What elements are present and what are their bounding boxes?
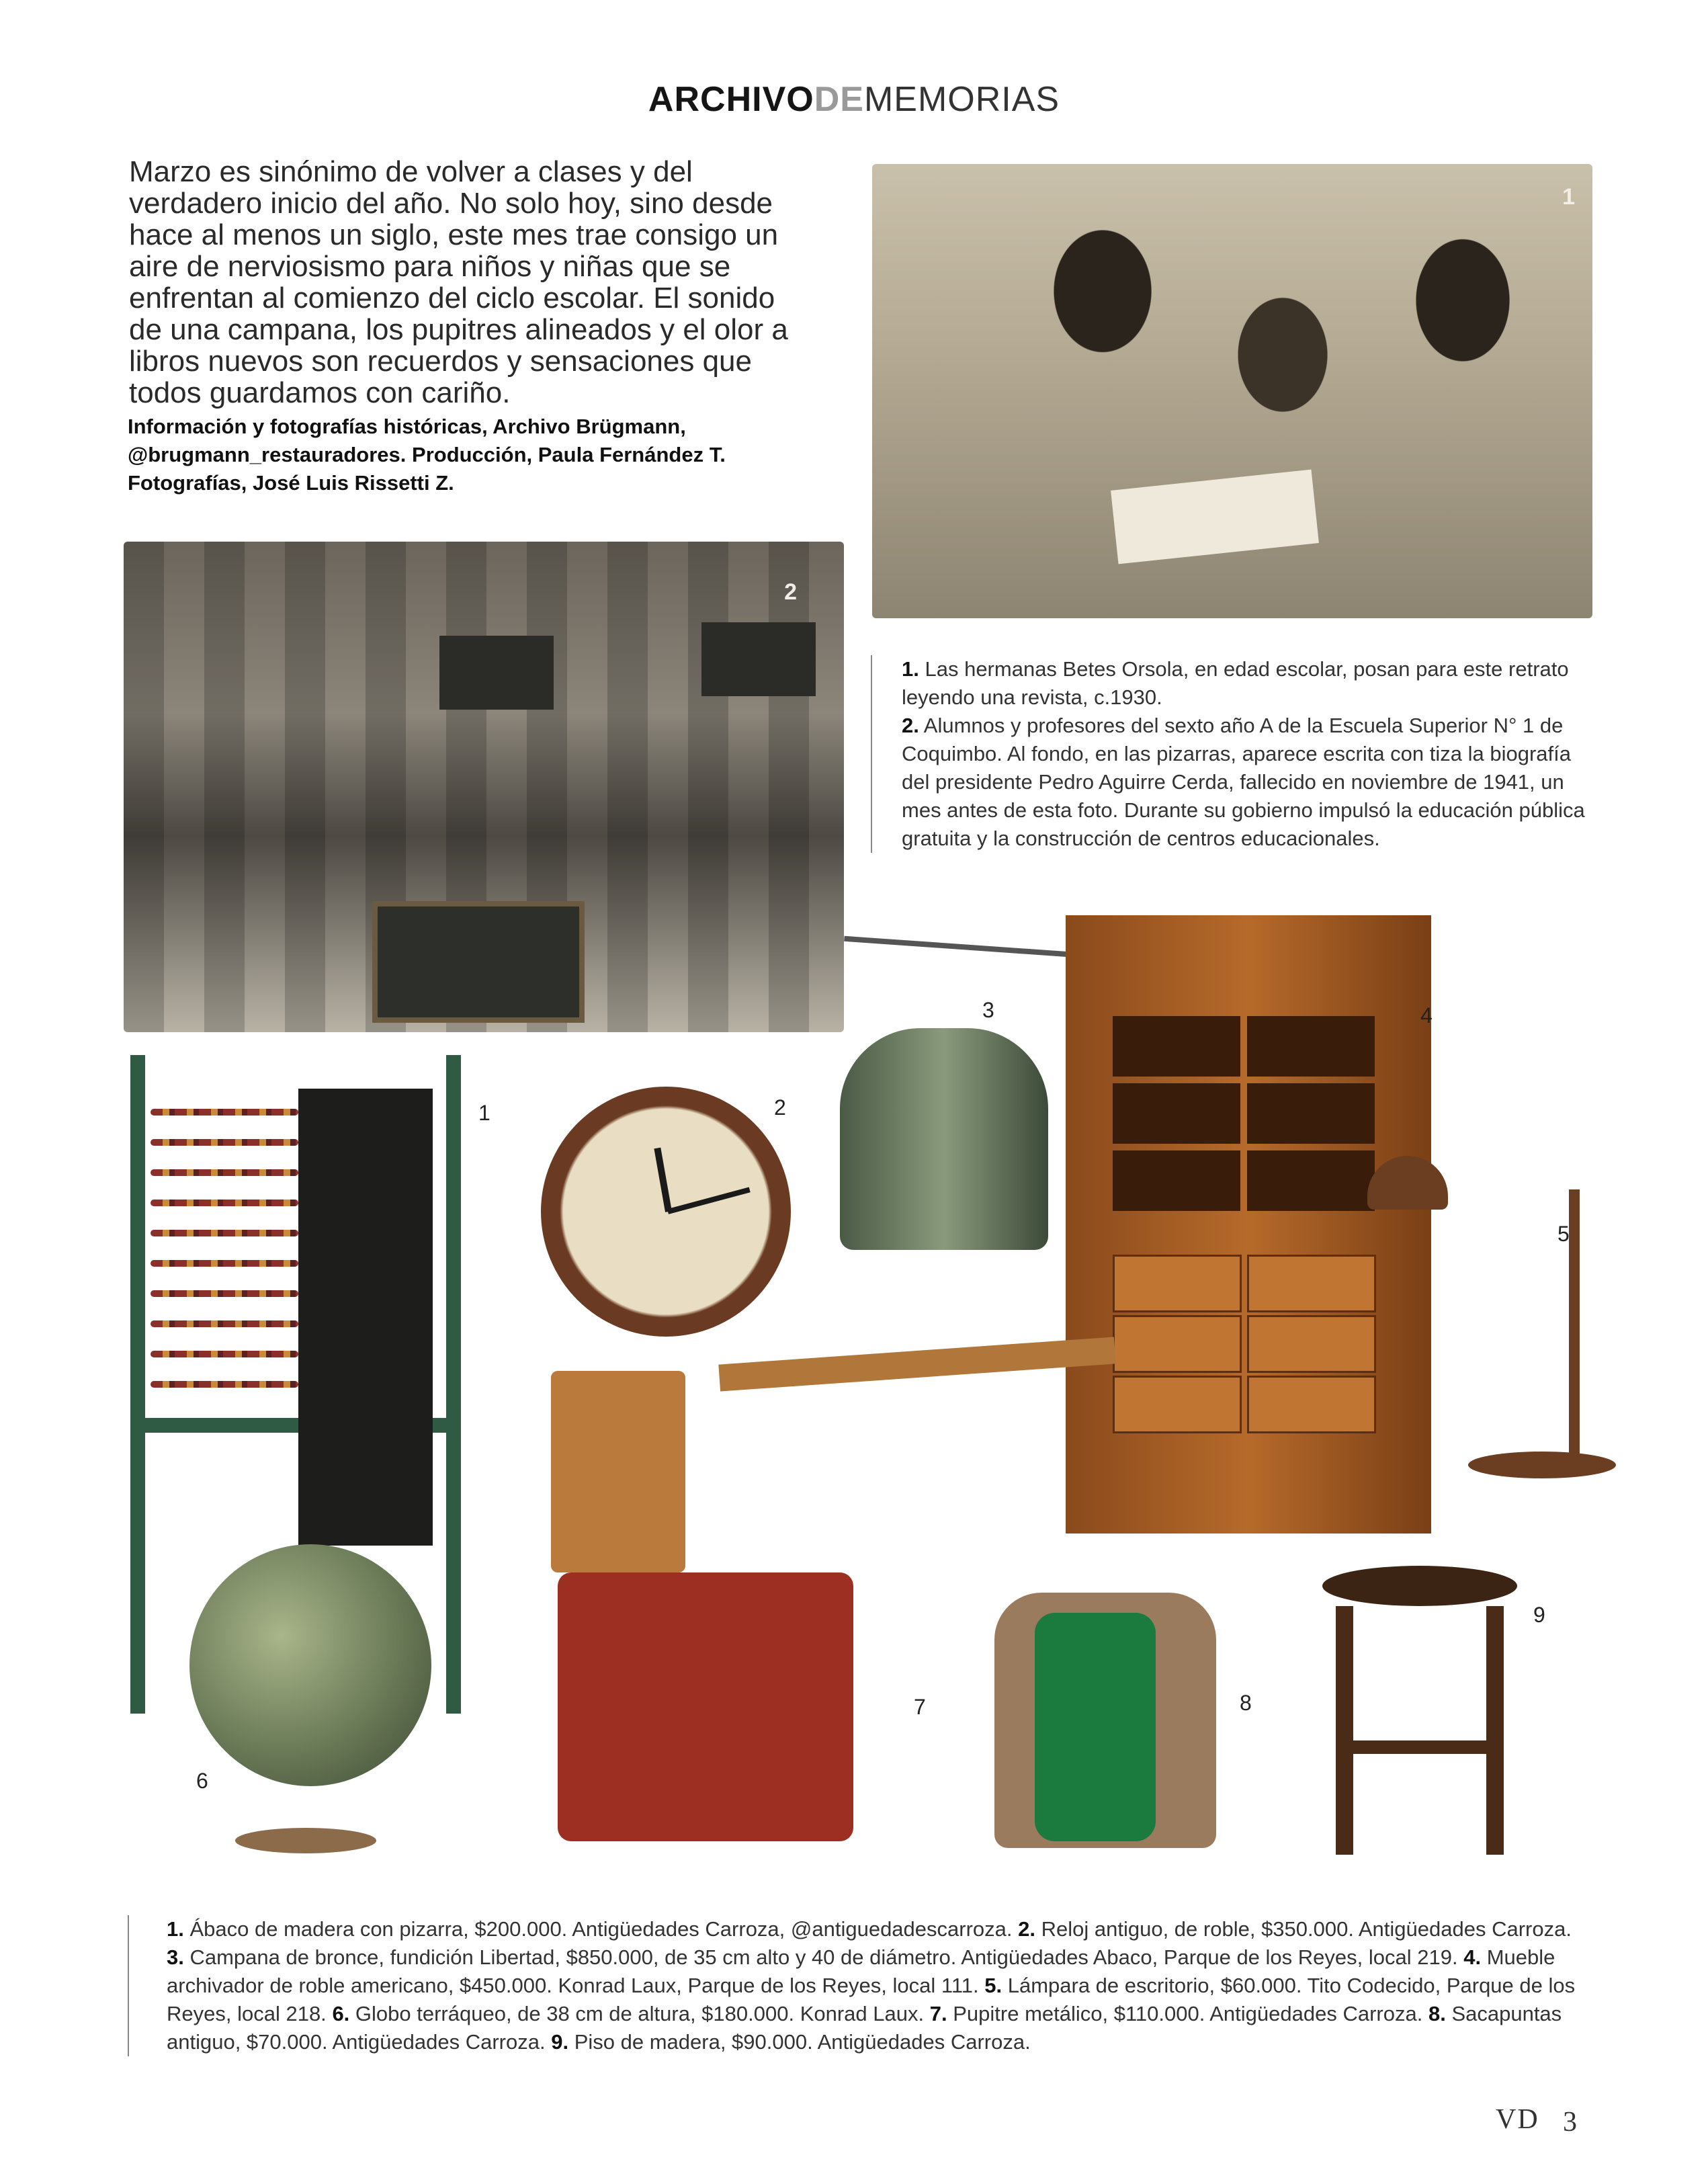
cabinet-drawer bbox=[1247, 1255, 1376, 1312]
caption-text: Alumnos y profesores del sexto año A de la Escuela Superior N° 1 de Coquimbo. Al fondo, en las pizarras, aparece escrita con tiza la biografía del presidente Pedro Aguirre Cerda, fallecido en noviembre de 1941, un mes antes de esta foto. Durante su gobierno impulsó la educación pública gratuita y la construcción de centros educacionales. bbox=[902, 714, 1585, 850]
clock-hand bbox=[654, 1148, 672, 1212]
abacus-post bbox=[446, 1055, 461, 1714]
stool-leg bbox=[1336, 1606, 1353, 1855]
caption-text: Sacapuntas antiguo, $70.000. Antigüedades Carroza. bbox=[167, 2002, 1562, 2054]
caption-text: Ábaco de madera con pizarra, $200.000. Antigüedades Carroza, @antiguedadescarroza. bbox=[189, 1917, 1013, 1941]
desk-backrest bbox=[551, 1371, 685, 1572]
cabinet-drawer bbox=[1247, 1376, 1376, 1433]
caption-text: Globo terráqueo, de 38 cm de altura, $180.000. Konrad Laux. bbox=[355, 2002, 925, 2025]
abacus-rod bbox=[151, 1320, 298, 1327]
abacus-rod bbox=[151, 1260, 298, 1267]
cabinet-drawer bbox=[1113, 1315, 1242, 1373]
cabinet-slot bbox=[1113, 1150, 1240, 1211]
title-de: DE bbox=[814, 80, 864, 119]
cabinet-slot bbox=[1247, 1016, 1375, 1077]
chalkboard-sign bbox=[372, 901, 585, 1023]
photo-number: 2 bbox=[784, 579, 797, 605]
desk-body bbox=[558, 1572, 853, 1841]
book-shape bbox=[1111, 470, 1319, 564]
product-number: 8 bbox=[1240, 1691, 1252, 1715]
lamp-arm bbox=[1569, 1189, 1580, 1458]
caption-text: Campana de bronce, fundición Libertad, $850.000, de 35 cm alto y 40 de diámetro. Antigüedades Abaco, Parque de los Reyes, local 219. bbox=[189, 1945, 1458, 1969]
product-number: 7 bbox=[914, 1695, 926, 1719]
sharpener-cover bbox=[1035, 1613, 1156, 1841]
product-number: 6 bbox=[196, 1769, 208, 1793]
product-school-desk bbox=[538, 1357, 914, 1868]
abacus-rod bbox=[151, 1381, 298, 1388]
caption-number: 2. bbox=[902, 714, 919, 737]
blackboard-shape bbox=[439, 636, 554, 710]
cabinet-drawer bbox=[1113, 1376, 1242, 1433]
clock-hand bbox=[667, 1187, 751, 1214]
caption-number: 2. bbox=[1018, 1917, 1035, 1941]
product-number: 1 bbox=[478, 1101, 490, 1125]
caption-text: Mueble archivador de roble americano, $450.000. Konrad Laux, Parque de los Reyes, local 111. bbox=[167, 1945, 1555, 1997]
abacus-rod bbox=[151, 1200, 298, 1206]
stool-rung bbox=[1336, 1740, 1504, 1754]
title-archivo: ARCHIVO bbox=[648, 80, 814, 119]
photo-captions bbox=[871, 655, 1600, 853]
historical-photo-class bbox=[124, 542, 844, 1032]
caption-text: Reloj antiguo, de roble, $350.000. Antigüedades Carroza. bbox=[1041, 1917, 1572, 1941]
cabinet-drawer bbox=[1247, 1315, 1376, 1373]
product-desk-lamp bbox=[1367, 1109, 1603, 1485]
intro-paragraph: Marzo es sinónimo de volver a clases y del verdadero inicio del año. No solo hoy, sino desde hace al menos un siglo, este mes trae consigo un aire de nerviosismo para niños y niñas que se enfrentan al comienzo del ciclo escolar. El sonido de una campana, los pupitres alineados y el olor a libros nuevos son recuerdos y sensaciones que todos guardamos con cariño. bbox=[129, 155, 788, 409]
stool-seat bbox=[1322, 1566, 1517, 1606]
product-number: 9 bbox=[1533, 1603, 1545, 1627]
abacus-rod bbox=[151, 1109, 298, 1116]
cabinet-slot bbox=[1113, 1083, 1240, 1144]
product-globe bbox=[189, 1544, 431, 1786]
cabinet-slot bbox=[1247, 1150, 1375, 1211]
product-number: 2 bbox=[774, 1095, 786, 1120]
credits-line: @brugmann_restauradores. Producción, Paula Fernández T. bbox=[128, 443, 726, 466]
cabinet-drawer bbox=[1113, 1255, 1242, 1312]
abacus-rod bbox=[151, 1290, 298, 1297]
abacus-post bbox=[130, 1055, 145, 1714]
product-number: 3 bbox=[982, 998, 994, 1022]
caption-number: 7. bbox=[929, 2002, 947, 2025]
magazine-logo: VD bbox=[1496, 2104, 1539, 2135]
caption-text: Las hermanas Betes Orsola, en edad escolar, posan para este retrato leyendo una revista, c.1930. bbox=[902, 657, 1569, 709]
caption-number: 1. bbox=[902, 657, 919, 681]
blackboard-shape bbox=[701, 622, 816, 696]
credits bbox=[128, 413, 806, 497]
photo-number: 1 bbox=[1562, 184, 1575, 210]
title-memorias: MEMORIAS bbox=[863, 80, 1060, 119]
caption-number: 8. bbox=[1428, 2002, 1446, 2025]
caption-number: 1. bbox=[167, 1917, 184, 1941]
globe-stand bbox=[235, 1828, 376, 1853]
bell-body bbox=[840, 1028, 1048, 1250]
abacus-rod bbox=[151, 1351, 298, 1357]
product-pencil-sharpener bbox=[974, 1593, 1256, 1861]
lamp-base bbox=[1468, 1452, 1616, 1478]
historical-photo-sisters bbox=[872, 164, 1592, 618]
cabinet-slot bbox=[1247, 1083, 1375, 1144]
caption-number: 4. bbox=[1463, 1945, 1482, 1969]
credits-line: Fotografías, José Luis Rissetti Z. bbox=[128, 471, 454, 495]
chalkboard bbox=[298, 1089, 433, 1546]
caption-text: Lámpara de escritorio, $60.000. Tito Codecido, Parque de los Reyes, local 218. bbox=[167, 1974, 1576, 2025]
product-bell bbox=[826, 948, 1062, 1297]
stool-leg bbox=[1486, 1606, 1504, 1855]
product-number: 4 bbox=[1420, 1003, 1433, 1027]
caption-text: Piso de madera, $90.000. Antigüedades Carroza. bbox=[574, 2030, 1031, 2054]
product-clock bbox=[541, 1087, 791, 1337]
caption-text: Pupitre metálico, $110.000. Antigüedades Carroza. bbox=[953, 2002, 1423, 2025]
product-captions bbox=[128, 1915, 1591, 2056]
caption-number: 5. bbox=[984, 1974, 1002, 1997]
caption-number: 9. bbox=[551, 2030, 569, 2054]
lamp-shade bbox=[1367, 1156, 1448, 1210]
page-number: 3 bbox=[1563, 2107, 1577, 2138]
credits-line: Información y fotografías históricas, Archivo Brügmann, bbox=[128, 415, 686, 438]
product-number: 5 bbox=[1557, 1222, 1570, 1246]
cabinet-slot bbox=[1113, 1016, 1240, 1077]
product-stool bbox=[1309, 1566, 1531, 1868]
caption-photo-2 bbox=[902, 712, 1600, 853]
abacus-rod bbox=[151, 1169, 298, 1176]
caption-photo-1 bbox=[902, 655, 1600, 712]
page-title bbox=[0, 79, 1708, 120]
abacus-rod bbox=[151, 1139, 298, 1146]
caption-number: 3. bbox=[167, 1945, 184, 1969]
caption-number: 6. bbox=[332, 2002, 350, 2025]
abacus-rod bbox=[151, 1230, 298, 1236]
